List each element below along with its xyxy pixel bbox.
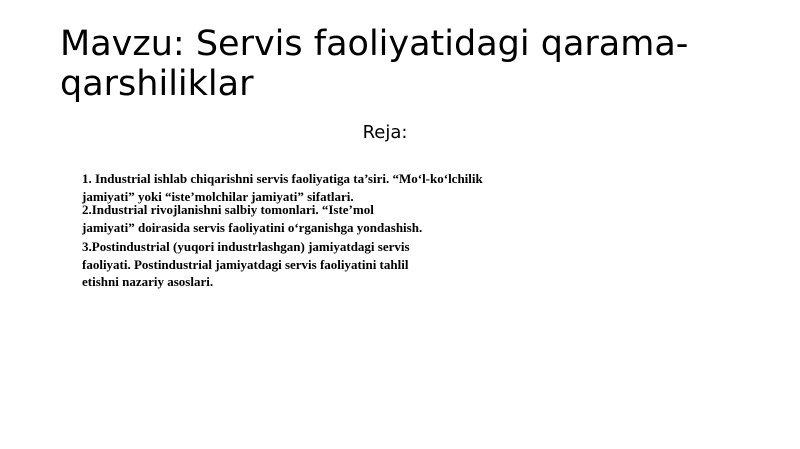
plan-item-1: 1. Industrial ishlab chiqarishni servis faoliyatiga ta’siri. “Mo‘l-ko‘lchilik jamiyati” yoki “iste’molchilar jamiyati” sifatlari.: [82, 171, 483, 204]
slide-title: Mavzu: Servis faoliyatidagi qarama-qarshiliklar: [60, 24, 689, 104]
slide-subtitle: Reja:: [362, 122, 408, 143]
plan-item-3: 3.Postindustrial (yuqori industrlashgan) jamiyatdagi servis faoliyati. Postindustrial jamiyatdagi servis faoliyatini tahlil etishni nazariy asoslari.: [82, 239, 410, 289]
plan-list: [82, 170, 492, 291]
plan-item-2: 2.Industrial rivojlanishni salbiy tomonlari. “Iste’mol jamiyati” doirasida servis faoliyatini o‘rganishga yondashish.: [82, 202, 423, 235]
